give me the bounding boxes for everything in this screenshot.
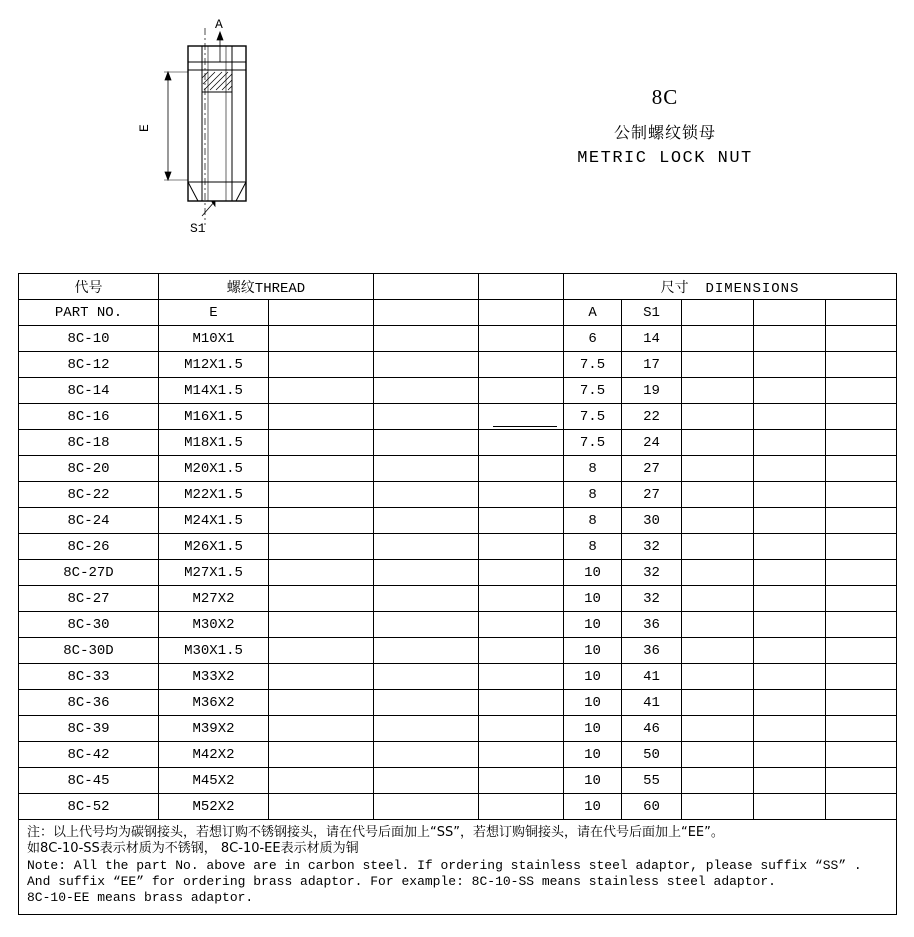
cell-e: M14X1.5 (159, 378, 269, 404)
table-row (19, 378, 897, 404)
cell-e: M30X2 (159, 612, 269, 638)
table-row (19, 716, 897, 742)
cell-blank-1 (269, 326, 374, 352)
cell-blank-1 (269, 794, 374, 820)
cell-blank-3 (479, 456, 564, 482)
cell-blank-4 (682, 638, 754, 664)
cell-s1: 55 (622, 768, 682, 794)
cell-e: M26X1.5 (159, 534, 269, 560)
cell-blank-1 (269, 508, 374, 534)
product-name-en: METRIC LOCK NUT (577, 149, 753, 168)
header-area (0, 0, 914, 250)
cell-blank-5 (754, 794, 826, 820)
header-dim-en: DIMENSIONS (705, 280, 800, 297)
cell-blank-5 (754, 456, 826, 482)
cell-blank-2 (374, 768, 479, 794)
header-sub-s1: S1 (622, 300, 682, 326)
drawing-label-e: E (137, 124, 152, 132)
cell-e: M52X2 (159, 794, 269, 820)
cell-blank-3 (479, 482, 564, 508)
product-name-cn: 公制螺纹锁母 (613, 123, 716, 142)
cell-e: M39X2 (159, 716, 269, 742)
cell-blank-3 (479, 352, 564, 378)
cell-blank-1 (269, 690, 374, 716)
cell-blank-5 (754, 612, 826, 638)
table-row (19, 664, 897, 690)
table-header-row-1 (19, 274, 897, 300)
cell-a: 8 (564, 534, 622, 560)
cell-s1: 14 (622, 326, 682, 352)
cell-blank-2 (374, 664, 479, 690)
cell-blank-5 (754, 430, 826, 456)
cell-e: M27X1.5 (159, 560, 269, 586)
cell-a: 8 (564, 456, 622, 482)
table-row (19, 638, 897, 664)
cell-blank-5 (754, 534, 826, 560)
cell-a: 10 (564, 586, 622, 612)
table-row (19, 612, 897, 638)
cell-blank-3 (479, 612, 564, 638)
header-blank-2 (479, 274, 564, 300)
cell-blank-1 (269, 378, 374, 404)
cell-blank-6 (826, 742, 897, 768)
cell-part: 8C-36 (19, 690, 159, 716)
cell-a: 10 (564, 560, 622, 586)
cell-e: M42X2 (159, 742, 269, 768)
cell-blank-1 (269, 482, 374, 508)
cell-e: M24X1.5 (159, 508, 269, 534)
cell-blank-1 (269, 716, 374, 742)
cell-blank-3 (479, 560, 564, 586)
note-en-line-1: Note: All the part No. above are in carbon steel. If ordering stainless steel adaptor, please suffix “SS” . (27, 857, 862, 873)
cell-part: 8C-16 (19, 404, 159, 430)
cell-s1: 22 (622, 404, 682, 430)
cell-part: 8C-10 (19, 326, 159, 352)
note-cn-line-1: 注：以上代号均为碳钢接头，若想订购不锈钢接头，请在代号后面加上“SS”，若想订购铜接头，请在代号后面加上“EE”。 (27, 825, 724, 840)
cell-e: M30X1.5 (159, 638, 269, 664)
cell-part: 8C-26 (19, 534, 159, 560)
cell-part: 8C-18 (19, 430, 159, 456)
note-row (19, 820, 897, 915)
cell-part: 8C-27D (19, 560, 159, 586)
note-en-line-3: 8C-10-EE means brass adaptor. (27, 890, 254, 905)
cell-e: M36X2 (159, 690, 269, 716)
cell-s1: 32 (622, 560, 682, 586)
cell-blank-2 (374, 716, 479, 742)
table-row (19, 586, 897, 612)
cell-s1: 41 (622, 664, 682, 690)
header-part-cn: 代号 (19, 274, 159, 300)
cell-a: 10 (564, 742, 622, 768)
cell-blank-6 (826, 508, 897, 534)
header-sub-blank-1 (269, 300, 374, 326)
cell-a: 10 (564, 690, 622, 716)
header-thread-en: THREAD (254, 280, 306, 297)
cell-part: 8C-33 (19, 664, 159, 690)
cell-blank-6 (826, 768, 897, 794)
cell-blank-2 (374, 742, 479, 768)
cell-s1: 60 (622, 794, 682, 820)
cell-a: 7.5 (564, 378, 622, 404)
cell-blank-6 (826, 326, 897, 352)
cell-blank-3 (479, 638, 564, 664)
cell-s1: 50 (622, 742, 682, 768)
cell-a: 10 (564, 638, 622, 664)
cell-e: M33X2 (159, 664, 269, 690)
cell-blank-2 (374, 638, 479, 664)
cell-blank-4 (682, 742, 754, 768)
header-sub-blank-3 (479, 300, 564, 326)
table-row (19, 794, 897, 820)
cell-blank-1 (269, 352, 374, 378)
cell-blank-5 (754, 352, 826, 378)
cell-blank-6 (826, 430, 897, 456)
cell-blank-6 (826, 794, 897, 820)
cell-blank-5 (754, 560, 826, 586)
cell-a: 10 (564, 612, 622, 638)
cell-blank-1 (269, 586, 374, 612)
cell-blank-6 (826, 456, 897, 482)
cell-blank-3 (479, 716, 564, 742)
cell-blank-5 (754, 378, 826, 404)
cell-blank-4 (682, 716, 754, 742)
cell-a: 10 (564, 768, 622, 794)
cell-blank-5 (754, 768, 826, 794)
cell-part: 8C-39 (19, 716, 159, 742)
cell-blank-3 (479, 378, 564, 404)
cell-blank-1 (269, 430, 374, 456)
cell-blank-5 (754, 326, 826, 352)
header-thread (159, 274, 374, 300)
cell-part: 8C-42 (19, 742, 159, 768)
cell-part: 8C-30D (19, 638, 159, 664)
drawing-label-s1: S1 (190, 221, 206, 236)
cell-blank-2 (374, 560, 479, 586)
cell-part: 8C-45 (19, 768, 159, 794)
cell-blank-4 (682, 456, 754, 482)
cell-a: 10 (564, 716, 622, 742)
table-row (19, 430, 897, 456)
cell-blank-2 (374, 586, 479, 612)
cell-blank-4 (682, 404, 754, 430)
cell-blank-5 (754, 742, 826, 768)
cell-blank-3 (479, 326, 564, 352)
cell-e: M20X1.5 (159, 456, 269, 482)
table-header-row-2 (19, 300, 897, 326)
cell-blank-2 (374, 430, 479, 456)
cell-blank-6 (826, 664, 897, 690)
note-block (19, 820, 897, 915)
cell-blank-1 (269, 742, 374, 768)
cell-part: 8C-22 (19, 482, 159, 508)
cell-s1: 19 (622, 378, 682, 404)
cell-blank-4 (682, 430, 754, 456)
table-row (19, 482, 897, 508)
cell-part: 8C-12 (19, 352, 159, 378)
table-row (19, 352, 897, 378)
cell-blank-2 (374, 534, 479, 560)
cell-blank-6 (826, 716, 897, 742)
table-row (19, 534, 897, 560)
cell-blank-2 (374, 508, 479, 534)
cell-blank-1 (269, 664, 374, 690)
table-row (19, 326, 897, 352)
header-sub-blank-5 (754, 300, 826, 326)
cell-blank-6 (826, 560, 897, 586)
cell-e: M18X1.5 (159, 430, 269, 456)
table-row (19, 768, 897, 794)
cell-blank-6 (826, 534, 897, 560)
cell-blank-5 (754, 638, 826, 664)
cell-blank-2 (374, 482, 479, 508)
table-row (19, 404, 897, 430)
header-sub-a: A (564, 300, 622, 326)
cell-blank-2 (374, 456, 479, 482)
cell-blank-4 (682, 794, 754, 820)
cell-s1: 32 (622, 586, 682, 612)
cell-blank-3 (479, 586, 564, 612)
table-row (19, 690, 897, 716)
cell-blank-6 (826, 586, 897, 612)
cell-a: 8 (564, 482, 622, 508)
cell-blank-6 (826, 482, 897, 508)
cell-s1: 36 (622, 612, 682, 638)
cell-blank-5 (754, 508, 826, 534)
cell-blank-1 (269, 612, 374, 638)
header-sub-blank-2 (374, 300, 479, 326)
title-block (500, 85, 830, 168)
cell-blank-2 (374, 404, 479, 430)
note-en-line-2: And suffix “EE” for ordering brass adaptor. For example: 8C-10-SS means stainless steel adaptor. (27, 873, 776, 889)
cell-blank-2 (374, 378, 479, 404)
cell-part: 8C-27 (19, 586, 159, 612)
cell-blank-2 (374, 794, 479, 820)
cell-blank-4 (682, 612, 754, 638)
cell-blank-4 (682, 508, 754, 534)
header-thread-cn: 螺纹 (226, 280, 255, 297)
cell-blank-5 (754, 664, 826, 690)
cell-a: 10 (564, 664, 622, 690)
cell-blank-4 (682, 664, 754, 690)
cell-blank-4 (682, 378, 754, 404)
cell-blank-1 (269, 456, 374, 482)
note-cn-line-2: 如8C-10-SS表示材质为不锈钢， 8C-10-EE表示材质为铜 (27, 841, 359, 857)
cell-e: M16X1.5 (159, 404, 269, 430)
cell-blank-3 (479, 404, 564, 430)
cell-s1: 32 (622, 534, 682, 560)
cell-e: M10X1 (159, 326, 269, 352)
cell-blank-3 (479, 534, 564, 560)
product-drawing (120, 10, 400, 245)
cell-blank-3 (479, 664, 564, 690)
cell-e: M45X2 (159, 768, 269, 794)
cell-e: M22X1.5 (159, 482, 269, 508)
cell-part: 8C-14 (19, 378, 159, 404)
header-blank-1 (374, 274, 479, 300)
cell-blank-5 (754, 482, 826, 508)
cell-s1: 30 (622, 508, 682, 534)
cell-part: 8C-24 (19, 508, 159, 534)
cell-blank-5 (754, 716, 826, 742)
cell-blank-5 (754, 690, 826, 716)
header-sub-e: E (159, 300, 269, 326)
cell-blank-6 (826, 690, 897, 716)
cell-s1: 27 (622, 456, 682, 482)
cell-blank-4 (682, 326, 754, 352)
cell-blank-6 (826, 638, 897, 664)
cell-blank-4 (682, 534, 754, 560)
cell-a: 7.5 (564, 430, 622, 456)
cell-blank-1 (269, 560, 374, 586)
cell-part: 8C-20 (19, 456, 159, 482)
cell-blank-6 (826, 612, 897, 638)
cell-blank-2 (374, 352, 479, 378)
cell-blank-6 (826, 404, 897, 430)
cell-part: 8C-30 (19, 612, 159, 638)
table-row (19, 508, 897, 534)
cell-blank-3 (479, 794, 564, 820)
cell-blank-3 (479, 742, 564, 768)
cell-blank-3 (479, 768, 564, 794)
header-sub-blank-4 (682, 300, 754, 326)
cell-s1: 27 (622, 482, 682, 508)
cell-blank-5 (754, 404, 826, 430)
cell-blank-2 (374, 690, 479, 716)
cell-blank-2 (374, 612, 479, 638)
drawing-label-a: A (215, 17, 223, 32)
table-row (19, 456, 897, 482)
cell-blank-4 (682, 768, 754, 794)
cell-s1: 36 (622, 638, 682, 664)
cell-blank-4 (682, 482, 754, 508)
cell-e: M27X2 (159, 586, 269, 612)
header-dimensions (564, 274, 897, 300)
cell-blank-2 (374, 326, 479, 352)
cell-s1: 24 (622, 430, 682, 456)
cell-a: 7.5 (564, 352, 622, 378)
spec-table (18, 273, 897, 915)
cell-e: M12X1.5 (159, 352, 269, 378)
cell-a: 8 (564, 508, 622, 534)
cell-blank-4 (682, 690, 754, 716)
cell-blank-4 (682, 560, 754, 586)
header-sub-blank-6 (826, 300, 897, 326)
cell-s1: 17 (622, 352, 682, 378)
cell-blank-6 (826, 352, 897, 378)
cell-blank-1 (269, 534, 374, 560)
header-dim-cn: 尺寸 (660, 280, 689, 297)
cell-blank-6 (826, 378, 897, 404)
cell-blank-3 (479, 690, 564, 716)
product-code: 8C (651, 85, 679, 109)
cell-a: 6 (564, 326, 622, 352)
cell-blank-3 (479, 508, 564, 534)
cell-blank-5 (754, 586, 826, 612)
table-row (19, 742, 897, 768)
cell-blank-4 (682, 586, 754, 612)
header-part-en: PART NO. (19, 300, 159, 326)
cell-s1: 46 (622, 716, 682, 742)
cell-blank-4 (682, 352, 754, 378)
cell-blank-3 (479, 430, 564, 456)
cell-blank-1 (269, 768, 374, 794)
spec-table-wrap (18, 273, 896, 915)
cell-s1: 41 (622, 690, 682, 716)
table-row (19, 560, 897, 586)
cell-a: 10 (564, 794, 622, 820)
cell-blank-1 (269, 404, 374, 430)
cell-blank-1 (269, 638, 374, 664)
cell-a: 7.5 (564, 404, 622, 430)
cell-part: 8C-52 (19, 794, 159, 820)
